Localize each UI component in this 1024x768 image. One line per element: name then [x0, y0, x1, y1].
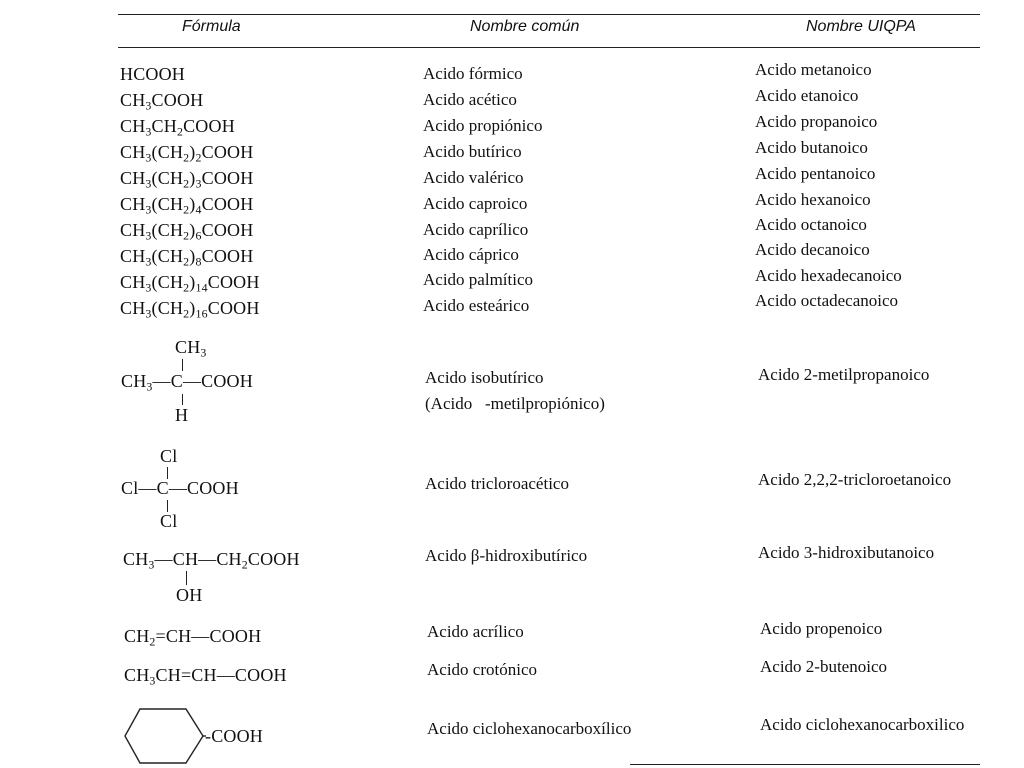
iupac-name-cell: Acido butanoico [755, 138, 868, 157]
iupac-name-cell: Acido metanoico [755, 60, 872, 79]
formula-cell: $CH_3(CH_2)_8COOH$ [120, 246, 254, 269]
iupac-name-cell: Acido pentanoico [755, 164, 876, 183]
common-name-cell: Acido cáprico [423, 245, 519, 264]
formula-cell: $CH_3(CH_2)_{16}COOH$ [120, 298, 260, 321]
trichloro-iupac-name: Acido 2,2,2-tricloroetanoico [758, 470, 952, 489]
hydroxybutyric-common-name: Acido β-hidroxibutírico [425, 546, 588, 565]
isobutyric-top-bond [182, 359, 183, 371]
isobutyric-common-name: Acido isobutírico [425, 368, 544, 387]
isobutyric-bottom-group: H [175, 405, 189, 425]
crotonic-formula: $CH_3CH=CH—COOH$ [124, 665, 287, 688]
iupac-name-cell: Acido hexadecanoico [755, 266, 902, 285]
isobutyric-iupac-name: Acido 2-metilpropanoico [758, 365, 930, 384]
cyclohexane-common-name: Acido ciclohexanocarboxílico [427, 719, 632, 738]
acrylic-common-name: Acido acrílico [427, 622, 524, 641]
hydroxybutyric-main-chain: $CH_3—CH—CH_2COOH$ [123, 549, 300, 572]
cyclohexane-substituent: -COOH [205, 726, 264, 746]
iupac-name-cell: Acido octadecanoico [755, 291, 899, 310]
iupac-name-cell: Acido propanoico [755, 112, 878, 131]
trichloro-top-group: Cl [160, 446, 178, 466]
formula-cell: HCOOH [120, 64, 186, 84]
formula-cell: $CH_3(CH_2)_6COOH$ [120, 220, 254, 243]
iupac-name-cell: Acido hexanoico [755, 190, 871, 209]
iupac-name-cell: Acido octanoico [755, 215, 867, 234]
trichloro-main-chain: Cl—C—COOH [121, 478, 239, 498]
common-name-cell: Acido acético [423, 90, 517, 109]
header-rule [118, 47, 980, 48]
crotonic-iupac-name: Acido 2-butenoico [760, 657, 887, 676]
formula-cell: $CH_3(CH_2)_2COOH$ [120, 142, 254, 165]
iupac-name-cell: Acido decanoico [755, 240, 870, 259]
common-name-cell: Acido esteárico [423, 296, 530, 315]
formula-cell: $CH_3(CH_2)_4COOH$ [120, 194, 254, 217]
common-name-cell: Acido palmítico [423, 270, 534, 289]
cyclohexane-iupac-name: Acido ciclohexanocarboxilico [760, 715, 965, 734]
trichloro-bottom-group: Cl [160, 511, 178, 531]
iupac-name-cell: Acido etanoico [755, 86, 859, 105]
acrylic-iupac-name: Acido propenoico [760, 619, 883, 638]
acrylic-formula: $CH_2=CH—COOH$ [124, 626, 262, 649]
top-rule [118, 14, 980, 15]
isobutyric-common-name-alt: (Acido -metilpropiónico) [425, 394, 605, 413]
crotonic-common-name: Acido crotónico [427, 660, 537, 679]
common-name-cell: Acido valérico [423, 168, 524, 187]
formula-cell: $CH_3CH_2COOH$ [120, 116, 235, 139]
common-name-cell: Acido propiónico [423, 116, 543, 135]
column-header-common-name: Nombre común [470, 18, 580, 35]
trichloro-common-name: Acido tricloroacético [425, 474, 569, 493]
hydroxybutyric-iupac-name: Acido 3-hidroxibutanoico [758, 543, 935, 562]
bottom-rule [630, 764, 980, 765]
isobutyric-main-chain: $CH_3—C—COOH$ [121, 371, 253, 394]
column-header-iupac-name: Nombre UIQPA [806, 18, 916, 35]
cyclohexane-ring [124, 708, 206, 764]
common-name-cell: Acido caprílico [423, 220, 529, 239]
column-header-formula: Fórmula [182, 18, 241, 35]
isobutyric-bottom-bond [182, 394, 183, 405]
formula-cell: $CH_3(CH_2)_{14}COOH$ [120, 272, 260, 295]
hydroxybutyric-oh-group: OH [176, 585, 203, 605]
formula-cell: $CH_3(CH_2)_3COOH$ [120, 168, 254, 191]
common-name-cell: Acido butírico [423, 142, 522, 161]
hydroxybutyric-oh-bond [186, 571, 187, 585]
common-name-cell: Acido caproico [423, 194, 528, 213]
common-name-cell: Acido fórmico [423, 64, 523, 83]
formula-cell: $CH_3COOH$ [120, 90, 204, 113]
isobutyric-top-group: $CH_3$ [175, 337, 207, 360]
